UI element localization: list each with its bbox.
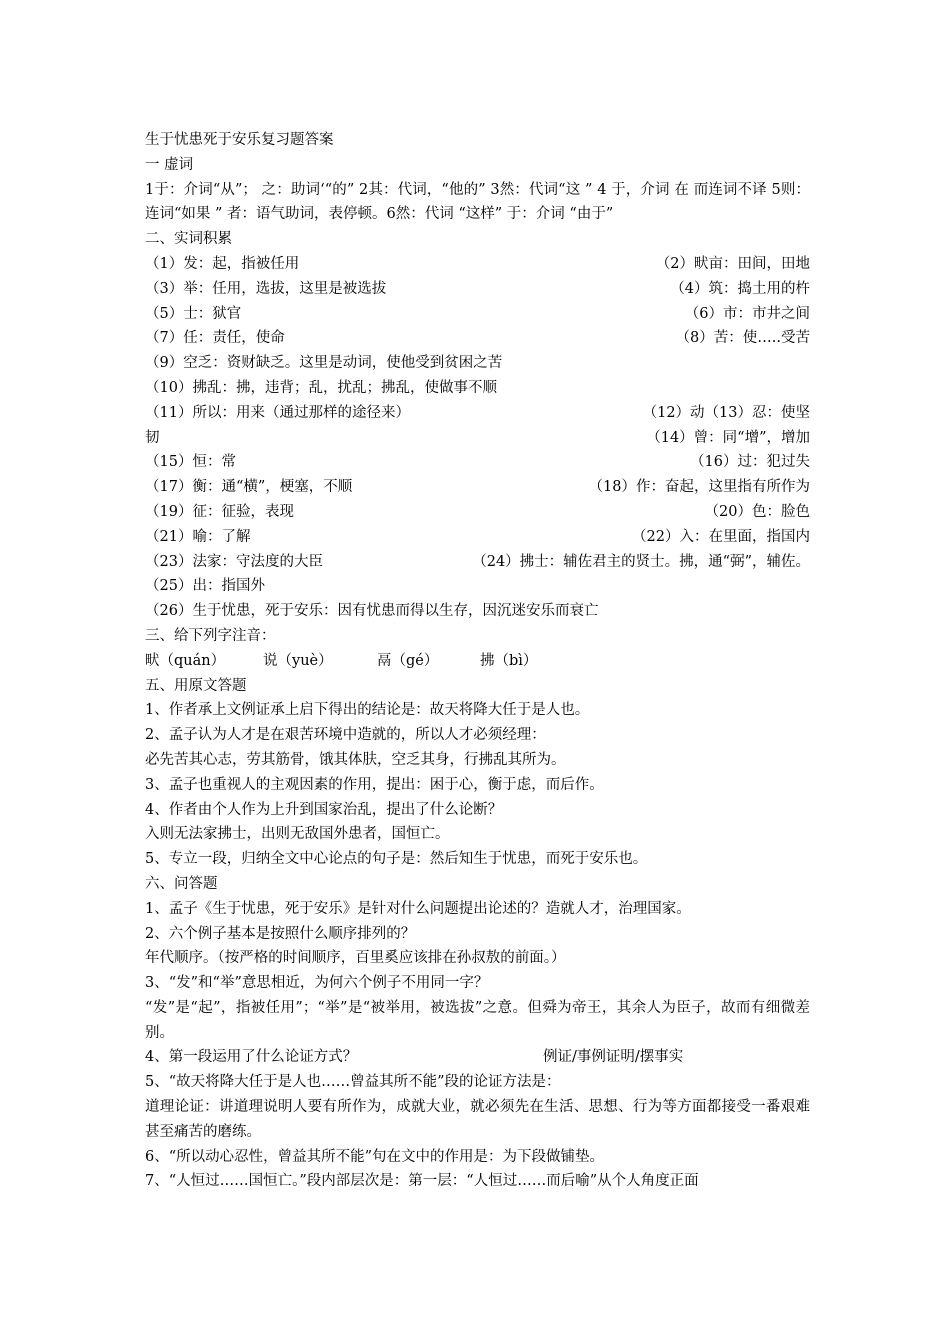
document-page (145, 128, 810, 1194)
vocab-left: （19）征：征验，表现 (145, 503, 294, 520)
vocab-right: （20）色：脸色 (704, 503, 810, 520)
answer-line: 3、“发”和“举”意思相近，为何六个例子不用同一字？ (145, 975, 489, 992)
vocab-right: （24）拂士：辅佐君主的贤士。拂，通“弼”，辅佐。 (472, 553, 810, 570)
answer-line: 必先苦其心志，劳其筋骨，饿其体肤，空乏其身，行拂乱其所为。 (145, 751, 566, 768)
vocab-row (145, 401, 810, 426)
vocab-right: （4）筑：捣土用的杵 (670, 280, 810, 297)
vocab-row (145, 550, 810, 575)
vocab-row (145, 475, 810, 500)
answer-line: 1、作者承上文例证承上启下得出的结论是：故天将降大任于是人也。 (145, 702, 590, 719)
vocab-left: （23）法家：守法度的大臣 (145, 553, 323, 570)
vocab-right: （22）入：在里面，指国内 (632, 528, 810, 545)
vocab-left: （25）出：指国外 (145, 578, 265, 595)
section-heading: 一 虚词 (145, 156, 194, 173)
answer-line: 入则无法家拂士，出则无敌国外患者，国恒亡。 (145, 826, 450, 843)
vocab-right: （12）动（13）忍：使坚 (642, 404, 810, 421)
pinyin-row (145, 649, 810, 674)
vocab-row (145, 500, 810, 525)
section-heading: 二、实词积累 (145, 231, 232, 248)
vocab-row (145, 252, 810, 277)
vocab-left: （10）拂乱：拂，违背；乱，扰乱；拂乱，使做事不顺 (145, 379, 497, 396)
vocab-right: （6）市：市井之间 (684, 305, 810, 322)
vocab-left: （1）发：起，指被任用 (145, 255, 300, 272)
answer-line: 7、“人恒过……国恒亡。”段内部层次是：第一层：“人恒过……而后喻”从个人角度正面 (145, 1173, 699, 1190)
answer-line: 年代顺序。（按严格的时间顺序，百里奚应该排在孙叔敖的前面。） (145, 950, 566, 967)
vocab-row (145, 326, 810, 351)
answer-line: 5、“故天将降大任于是人也……曾益其所不能”段的论证方法是： (145, 1074, 561, 1091)
answer-line: 4、作者由个人作为上升到国家治乱，提出了什么论断？ (145, 801, 503, 818)
vocab-right: （18）作：奋起，这里指有所作为 (588, 479, 810, 496)
section-heading: 三、给下列字注音： (145, 627, 276, 644)
vocab-row (145, 574, 810, 599)
vocab-left: （9）空乏：资财缺乏。这里是动词，使他受到贫困之苦 (145, 355, 503, 372)
answer-line: 2、六个例子基本是按照什么顺序排列的？ (145, 925, 416, 942)
vocab-right: （8）苦：使…..受苦 (675, 330, 810, 347)
question-text: 4、第一段运用了什么论证方式？ (145, 1049, 358, 1066)
paragraph: 1于：介词“从”； 之：助词‘“的” 2其：代词，“他的” 3然：代词“这 ” 4 于，介词 在 而连词不译 5则：连词“如果 ” 者：语气助词，表停顿。6然：代词 “这样” 于：介词 “由于” (145, 181, 810, 223)
answer-line: 1、孟子《生于忧患，死于安乐》是针对什么问题提出论述的？造就人才，治理国家。 (145, 900, 691, 917)
vocab-left: （26）生于忧患，死于安乐：因有忧患而得以生存，因沉迷安乐而衰亡 (145, 603, 599, 620)
answer-line-split (145, 1045, 810, 1070)
vocab-row (145, 450, 810, 475)
vocab-list (145, 252, 810, 624)
answer-paragraph: 道理论证：讲道理说明人要有所作为，成就大业，就必须先在生活、思想、行为等方面都接受一番艰难甚至痛苦的磨练。 (145, 1099, 810, 1140)
answer-text: 例证/事例证明/摆事实 (543, 1049, 684, 1066)
vocab-row (145, 426, 810, 451)
vocab-left: （5）士：狱官 (145, 305, 242, 322)
answer-paragraph: “发”是“起”，指被任用”；“举”是“被举用，被选拔”之意。但舜为帝王，其余人为臣子，故而有细微差别。 (145, 999, 810, 1041)
vocab-left: （21）喻：了解 (145, 528, 251, 545)
pinyin-item: 畎（quán） (145, 652, 226, 669)
answer-line: 5、专立一段，归纳全文中心论点的句子是：然后知生于忧患，而死于安乐也。 (145, 851, 648, 868)
vocab-left: （3）举：任用，选拔，这里是被选拔 (145, 280, 387, 297)
section-heading: 六、问答题 (145, 875, 218, 892)
pinyin-item: 拂（bì） (480, 652, 538, 669)
answer-line: 3、孟子也重视人的主观因素的作用，提出：困于心，衡于虑，而后作。 (145, 776, 604, 793)
vocab-right: （2）畎亩：田间，田地 (655, 255, 810, 272)
document-title: 生于忧患死于安乐复习题答案 (145, 132, 334, 148)
section-heading: 五、用原文答题 (145, 677, 247, 694)
vocab-row (145, 599, 810, 624)
vocab-row (145, 525, 810, 550)
vocab-left: （7）任：责任，使命 (145, 330, 285, 347)
answer-line: 2、孟子认为人才是在艰苦环境中造就的，所以人才必须经理： (145, 727, 546, 744)
vocab-row (145, 351, 810, 376)
vocab-left: （17）衡：通“横”，梗塞，不顺 (145, 479, 353, 496)
vocab-left: （15）恒：常 (145, 454, 236, 471)
vocab-left: 韧 (145, 429, 160, 446)
vocab-left: （11）所以：用来（通过那样的途径来） (145, 404, 410, 421)
vocab-right: （14）曾：同“增”，增加 (646, 429, 810, 446)
vocab-row (145, 376, 810, 401)
pinyin-item: 鬲（gé） (377, 652, 439, 669)
pinyin-item: 说（yuè） (263, 652, 333, 669)
vocab-row (145, 277, 810, 302)
vocab-row (145, 302, 810, 327)
vocab-right: （16）过：犯过失 (690, 454, 810, 471)
answer-line: 6、“所以动心忍性，曾益其所不能”句在文中的作用是：为下段做铺垫。 (145, 1148, 605, 1165)
